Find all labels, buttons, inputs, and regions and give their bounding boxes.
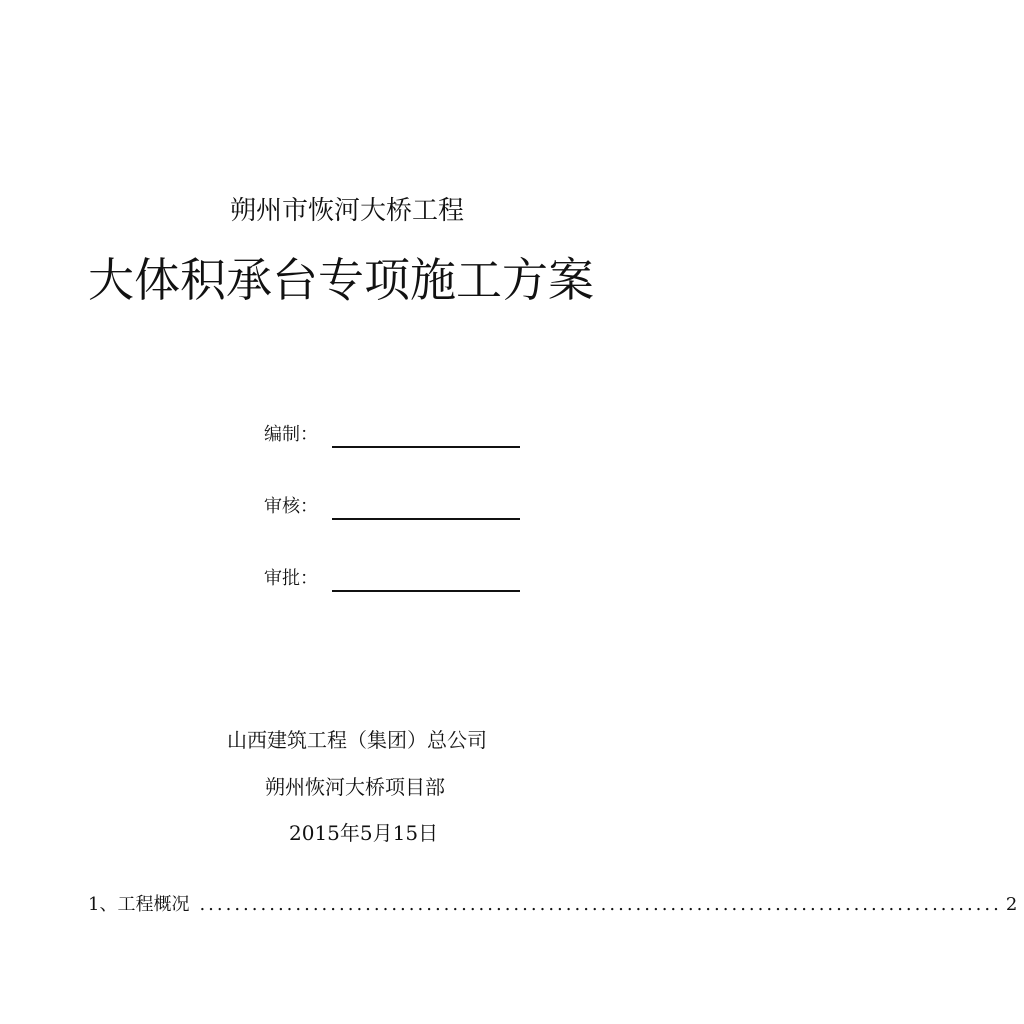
toc-entry-page: 2 xyxy=(1005,894,1018,915)
signature-row-compile xyxy=(264,420,520,446)
department-name: 朔州恢河大桥项目部 xyxy=(265,775,445,799)
signature-row-approve xyxy=(264,564,520,590)
approve-label: 审批： xyxy=(264,568,318,589)
issue-date: 2015年5月15日 xyxy=(289,821,439,845)
toc-entry[interactable] xyxy=(88,890,1018,916)
review-signature-line xyxy=(332,518,520,520)
approve-signature-line xyxy=(332,590,520,592)
toc-entry-number: 1、 xyxy=(88,894,118,915)
toc-entry-title: 工程概况 xyxy=(117,894,190,915)
toc-dot-leader: ............................................................................................ xyxy=(199,894,1002,915)
project-name: 朔州市恢河大桥工程 xyxy=(230,196,465,226)
compile-signature-line xyxy=(332,446,520,448)
review-label: 审核： xyxy=(264,496,318,517)
compile-label: 编制： xyxy=(264,424,318,445)
signature-row-review xyxy=(264,492,520,518)
document-title: 大体积承台专项施工方案 xyxy=(88,253,594,307)
company-name: 山西建筑工程（集团）总公司 xyxy=(227,728,487,752)
